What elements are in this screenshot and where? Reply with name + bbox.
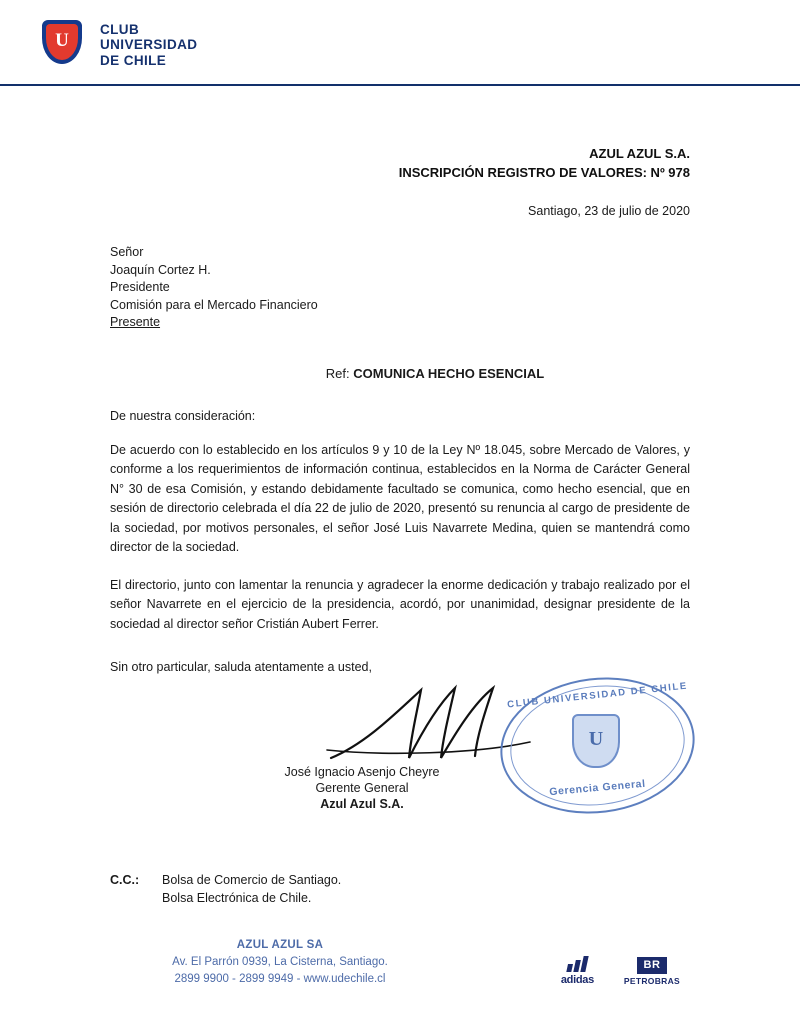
cc-label: C.C.: xyxy=(110,873,140,887)
stamp-center-letter: U xyxy=(588,728,604,750)
addressee-salutation: Señor xyxy=(110,245,144,259)
stamp-bottom-text: Gerencia General xyxy=(548,777,647,799)
petrobras-logo-icon xyxy=(624,957,680,986)
petrobras-wordmark: PETROBRAS xyxy=(623,976,680,986)
addressee-block xyxy=(110,244,690,332)
club-crest-icon xyxy=(38,18,86,72)
cc-item: Bolsa Electrónica de Chile. xyxy=(162,890,312,905)
document-content xyxy=(0,144,800,907)
cc-items xyxy=(162,872,341,907)
crest-letter: U xyxy=(55,30,69,51)
signature-area xyxy=(110,678,690,828)
addressee-present: Presente xyxy=(110,315,161,329)
club-name-line-2: UNIVERSIDAD xyxy=(100,37,198,53)
signatory-name: José Ignacio Asenjo Cheyre xyxy=(284,765,440,779)
body-paragraph-1: De acuerdo con lo establecido en los artículos 9 y 10 de la Ley Nº 18.045, sobre Mercado de Valores, y conforme a los requerimientos de información continua, establecidos en la Norma de Carácter General N° 30 de esa Comisión, y estando debidamente facultado se comunica, como hecho esencial, que en sesión de directorio celebrada el día 22 de julio de 2020, presentó su renuncia al cargo de presidente de la sociedad, por motivos personales, el señor José Luis Navarrete Medina, quien se mantendrá como director de la sociedad. xyxy=(110,442,690,554)
signatory-title: Gerente General xyxy=(315,781,409,795)
footer-contact: 2899 9900 - 2899 9949 - www.udechile.cl xyxy=(174,973,386,985)
club-name-line-1: CLUB xyxy=(100,21,140,37)
footer-address: Av. El Parrón 0939, La Cisterna, Santiago. xyxy=(172,956,388,968)
club-name xyxy=(100,22,197,69)
signature-block xyxy=(202,764,522,812)
cc-block xyxy=(110,872,690,907)
adidas-logo-icon xyxy=(561,956,594,986)
reference-line xyxy=(110,366,690,381)
document-footer xyxy=(0,937,800,988)
date-line: Santiago, 23 de julio de 2020 xyxy=(528,204,690,218)
header-divider xyxy=(0,84,800,86)
adidas-wordmark: adidas xyxy=(560,974,594,986)
footer-company: AZUL AZUL SA xyxy=(236,939,324,951)
footer-contact-block xyxy=(130,937,430,988)
letterhead xyxy=(0,0,800,72)
signatory-company: Azul Azul S.A. xyxy=(320,797,404,811)
body-paragraph-2: El directorio, junto con lamentar la renuncia y agradecer la enorme dedicación y trabajo realizado por el señor Navarrete en el ejercicio de la presidencia, acordó, por unanimidad, designar presidente de la sociedad al director señor Cristián Aubert Ferrer. xyxy=(110,577,690,631)
cc-item: Bolsa de Comercio de Santiago. xyxy=(162,873,342,887)
addressee-name: Joaquín Cortez H. xyxy=(110,262,211,277)
addressee-organization: Comisión para el Mercado Financiero xyxy=(110,297,318,312)
company-name: AZUL AZUL S.A. xyxy=(589,146,690,161)
salutation: De nuestra consideración: xyxy=(110,408,256,423)
registry-line: INSCRIPCIÓN REGISTRO DE VALORES: Nº 978 xyxy=(398,165,690,180)
stamp-top-text: CLUB UNIVERSIDAD DE CHILE xyxy=(506,680,689,711)
reference-value: COMUNICA HECHO ESENCIAL xyxy=(353,365,545,381)
official-stamp xyxy=(500,678,695,813)
club-name-line-3: DE CHILE xyxy=(100,52,167,68)
sponsor-logos xyxy=(561,956,680,988)
addressee-role: Presidente xyxy=(110,280,170,294)
reference-label: Ref: xyxy=(325,365,350,381)
petrobras-br-mark: BR xyxy=(637,957,667,974)
closing-line: Sin otro particular, saluda atentamente a usted, xyxy=(110,660,372,674)
company-heading xyxy=(110,144,690,182)
